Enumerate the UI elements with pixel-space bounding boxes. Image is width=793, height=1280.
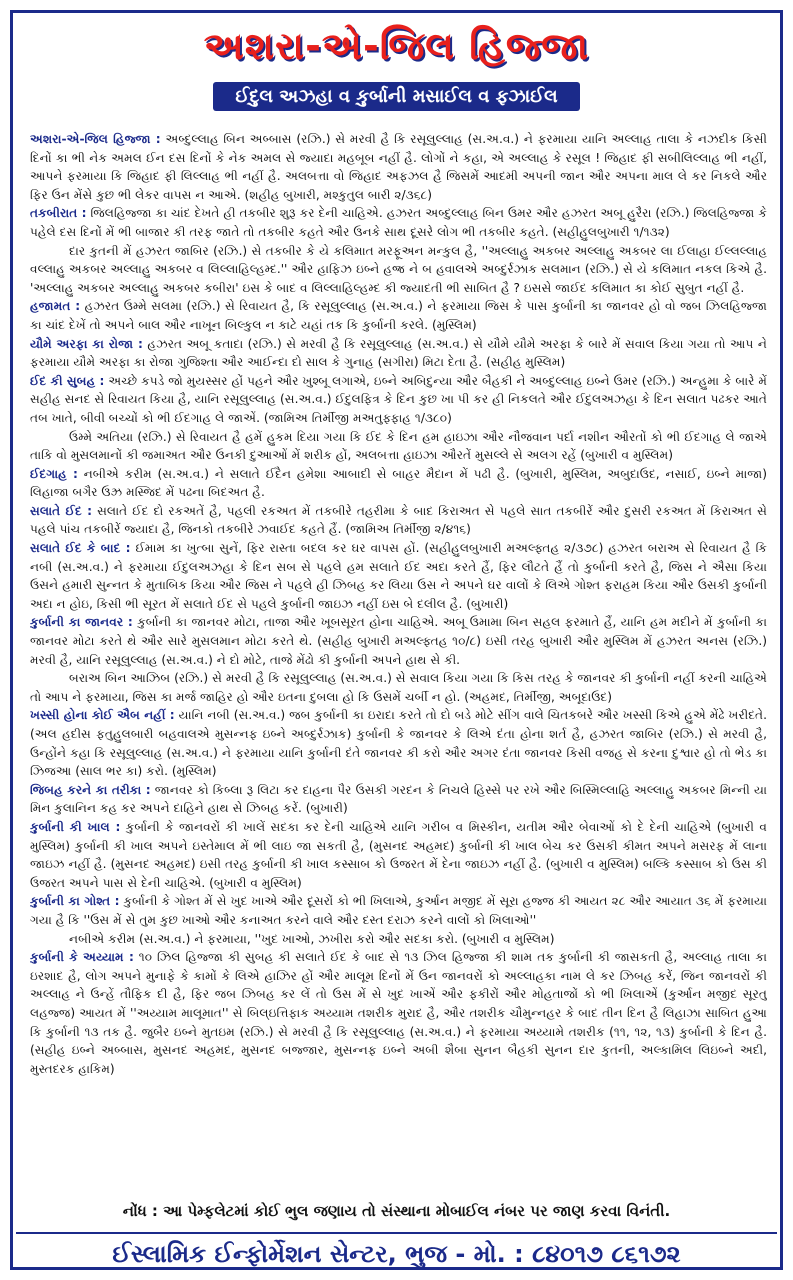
article-body (30, 130, 767, 1160)
section-text: જિલહિજ્જા કા ચાંદ દેખતે હી તકબીર શુરૂ કર દેની ચાહિએ. હઝરત અબ્દુલ્લાહ બિન ઉમર ઔર હઝરત અબૂ હુરૈરા (રઝિ.) જિલહિજ્જા કે પહેલે દસ દિનોં મેં ભી બાજાર કી તરફ જાતે તો તકબીર કહતે ઔર ઉનકે સાથ દૂસરે લોગ ભી તકબીર કહતે. (સહીહુલબુખારી ૧/૧૩૨) (30, 206, 767, 239)
section-paragraph (30, 130, 767, 204)
section-text: ઉમ્મે અતિયા (રઝિ.) સે રિવાયત હૈ હમેં હુકમ દિયા ગયા કિ ઈદ કે દિન હમ હાઇઝા ઔર નૌજવાન પર્દા નશીન ઔરતોં કો ભી ઈદગાહ લે જાએ તાકિ વો મુસલમાનોં કી જમાઅત ઔર ઉનકી દુઆઓં મેં શરીક હોં, અલબત્તા હાઇઝા ઔરતેં મુસલ્લે સે અલગ રહેં (બુખારી વ મુસ્લિમ) (30, 429, 767, 463)
section-paragraph (30, 502, 767, 539)
section-text: યાનિ નબી (સ.અ.વ.) જબ કુર્બાની કા ઇરાદા કરતે તો દો બડે મોટે સીંગ વાલે ચિતકબરે ઔર ખસ્સી કિએ હુએ મેંઢે ખરીદતે. (અલ હદીસ ફતુહુલબારી બહવાલએ મુસન્નફ ઇબ્ને અબ્દુર્રઝાક) કુર્બાની કે જાનવર કે લિએ દંતા હોના શર્ત હૈ, હઝરત જાબિર (રઝિ.) સે મરવી હૈ, ઉન્હોંને કહા કિ રસૂલુલ્લાહ (સ.અ.વ.) ને ફરમાયા યાનિ કુર્બાની દંતે જાનવર કી કરો ઔર અગર દંતા જાનવર કિસી વજહ સે કરના દુશ્વાર હો તો ભેડ કા ઝિજઆ (સાલ ભર કા) કરો. (મુસ્લિમ) (30, 708, 767, 779)
section-text: ૧૦ ઝિલ હિજ્જા કી સુબહ કી સલાતે ઈદ કે બાદ સે ૧૩ ઝિલ હિજ્જા કી શામ તક કુર્બાની કી જાસકતી હૈ, અલ્લાહ તાલા કા ઇરશાદ હૈ, લોગ અપને મુનાફે કે કામોં કે લિએ હાઝિર હોં ઔર માલૂમ દિનોં મેં ઉન જાનવરોં કો અલ્લાહકા નામ લે કર ઝિબહ કરેં, જિન જાનવરોં કી અલ્લાહ ને ઉન્હેં તૌફિક દી હૈ, ફિર જબ ઝિબહ કર લેં તો ઉસ મેં સે ખુદ ખાએં ઔર ફકીરોં ઔર મોહતાજોં કો ભી ખિલાએં (કુર્આન મજીદ સૂરતુ લહજ્જ) આયત મેં ''અય્યામ માલૂમાત'' સે બિલ્ઇત્તિફાક અય્યામ તશરીક મુરાદ હૈ, ઔર તશરીક ચૌમુન્નહર કે બાદ તીન દિન હૈ લિહાઝા સાબિત હુઆ કિ કુર્બાની ૧૩ તક હૈ. જુબૈર ઇબ્ને મુતઇમ (રઝિ.) સે મરવી હૈ કિ રસૂલુલ્લાહ (સ.અ.વ.) ને ફરમાયા અય્યામે તશરીક (૧૧, ૧૨, ૧૩) કુર્બાની કે દિન હૈ. (સહીહ ઇબ્ને અબ્બાસ, મુસનદ અહમદ, મુસનદ બજ્જાર, મુસન્નફ ઇબ્ને અબી શૈબા સુનન બૈહકી સુનન દાર કુતની, અલ્કામિલ લિઇબ્ને અદી, મુસ્તદરક હાકિમ) (30, 950, 767, 1076)
section-heading: યૌમે અરફા કા રોજા : (30, 336, 143, 351)
section-text: સલાતે ઈદ દો રકઅતેં હૈ, પહલી રકઅત મેં તકબીરે તહરીમા કે બાદ કિરાઅત સે પહલે સાત તકબીરેં ઔર દુસરી રકઅત મેં કિરાઅત સે પહલે પાંચ તકબીરેં જ્યાદા હૈ, જિનકો તકબીરે ઝવાઈદ કહતે હૈં. (જામિઅ તિર્મીજી ૨/૪૧૬) (30, 503, 767, 537)
section-heading: હજામત : (30, 299, 81, 314)
section-heading: તકબીરાત : (30, 206, 87, 221)
disclaimer-note: નોંધ : આ પેમ્ફલેટમાં કોઈ ભુલ જણાય તો સંસ્થાના મોબાઈલ નંબર પર જાણ કરવા વિનંતી. (122, 1202, 671, 1220)
section-text: અબ્દુલ્લાહ બિન અબ્બાસ (રઝિ.) સે મરવી હૈ કિ રસૂલુલ્લાહ (સ.અ.વ.) ને ફરમાયા યાનિ અલ્લાહ તાલા કે નઝદીક કિસી દિનોં કા ભી નેક અમલ ઈન દસ દિનોં કે નેક અમલ સે જ્યાદા મહબૂબ નહીં હૈ. લોગોં ને કહા, એ અલ્લાહ કે રસૂલ ! જિહાદ ફી સબીલિલ્લાહ ભી નહીં, આપને ફરમાયા કિ જિહાદ ફી લિલ્લાહ ભી નહીં હૈ. અલબત્તા વો જિહાદ અફઝલ હૈ જિસમેં આદમી અપની જાન ઔર અપના માલ લે કર નિકલે ઔર ફિર ઉન મેંસે કુછ ભી લેકર વાપસ ન આએ. (શહીહ બુખારી, મશ્કુતુલ બારી ૨/૩૬૮) (30, 132, 767, 202)
section-heading: ઈદગાહ : (30, 466, 78, 481)
section-heading: ખસ્સી હોના કોઈ ઐબ નહીં : (30, 708, 175, 723)
section-paragraph (30, 428, 767, 465)
section-heading: કુર્બાની કા ગોશ્ત : (30, 894, 120, 909)
section-text: જાનવર કો કિબ્લા રૂ લિટા કર દાહના પૈર ઉસકી ગરદન કે નિચલે હિસ્સે પર રખે ઔર બિસ્મિલ્લાહિ અલ્લાહુ અકબર મિન્ની યા મિન કુલાનિન કહ કર અપને દાહિને હાથ સે ઝિબહ કરેં. (બુખારી) (30, 782, 767, 816)
section-text: અચ્છે કપડે જો મુયસ્સર હોં પહને ઔર ખુશ્બૂ લગાએ, ઇબ્ને અબિદુન્યા ઔર બૈહકી ને અબ્દુલ્લાહ ઇબ્ને ઉમર (રઝિ.) અન્હુમા કે બારે મેં સહીહ સનદ સે રિવાયત કિયા હૈ, યાનિ રસૂલુલ્લાહ (સ.અ.વ.) ઈદુલફિત્ર કે દિન કુછ ખા પી કર હી નિકલતે ઔર ઈદુલઅઝહા કે દિન સલાત પઢકર આતે તબ ખાતે, બીવી બચ્ચોં કો ભી ઈદગાહ લે જાએં. (જામિઅ તિર્મીજી મઅતુફ્ફાહ ૧/૩૮૦) (30, 373, 767, 425)
section-heading: કુર્બાની કા જાનવર : (30, 615, 133, 630)
subtitle-banner (6, 82, 787, 111)
section-text: કુર્બાની કે જાનવરોં કી ખાલેં સદકા કર દેની ચાહિએ યાનિ ગરીબ વ મિસ્કીન, યતીમ ઔર બેવાઓં કો દે દેની ચાહિએ (બુખારી વ મુસ્લિમ) કુર્બાની કી ખાલ અપને ઇસ્તેમાલ મેં ભી લાઇ જા સકતી હૈ, (મુસનદ અહમદ) કુર્બાની કી ખાલ બેચ કર ઉસકી કીમત અપને મસરફ મેં લાના જાઇઝ નહીં હૈ. (મુસનદ અહમદ) ઇસી તરહ કુર્બાની કી ખાલ કસ્સાબ કો ઉજરત મેં દેના જાઇઝ નહીં હૈ. (બુખારી વ મુસ્લિમ) બલ્કિ કસ્સાબ કો ઉસ કી ઉજરત અપને પાસ સે દેની ચાહિએ. (બુખારી વ મુસ્લિમ) (30, 819, 767, 890)
section-paragraph (30, 242, 767, 298)
section-paragraph (30, 706, 767, 780)
section-paragraph (30, 948, 767, 1078)
section-heading: કુર્બાની કી ખાલ : (30, 819, 121, 834)
section-heading: ઈદ કી સુબહ : (30, 373, 105, 388)
section-text: બરાઅ બિન આઝિબ (રઝિ.) સે મરવી હૈ કિ રસૂલુલ્લાહ (સ.અ.વ.) સે સવાલ કિયા ગયા કિ કિસ તરહ કે જાનવર કી કુર્બાની નહીં કરની ચાહિએ તો આપ ને ફરમાયા, જિસ કા મર્જ જાહિર હો ઔર ઇતના દુબલા હો કિ ઉસમેં ચર્બી ન હો. (અહમદ, તિર્મીજી, અબૂદાઉદ) (30, 671, 767, 704)
section-heading: કુર્બાની કે અય્યામ : (30, 950, 134, 965)
page-subtitle: ઈદુલ અઝહા વ કુર્બાની મસાઈલ વ ફઝાઈલ (213, 82, 579, 111)
section-text: નબીએ કરીમ (સ.અ.વ.) ને ફરમાયા, ''ખુદ ખાઓ, ઝખીરા કરો ઔર સદકા કરો. (બુખારી વ મુસ્લિમ) (69, 931, 555, 946)
section-text: નબીએ કરીમ (સ.અ.વ.) ને સલાતે ઈદૈન હમેશા આબાદી સે બાહર મૈદાન મેં પઢી હૈ. (બુખારી, મુસ્લિમ, અબુદાઉદ, નસાઈ, ઇબ્ને માજા) લિહાજા બગૈર ઉઝ્ર મસ્જિદ મેં પઢના બિદઅત હૈ. (30, 466, 767, 500)
section-paragraph (30, 892, 767, 929)
section-paragraph (30, 372, 767, 428)
section-heading: અશરા-એ-જિલ હિજ્જા : (30, 132, 161, 146)
section-paragraph (30, 930, 767, 949)
section-text: ઈમામ કા ખુત્બા સુનેં, ફિર રાસ્તા બદલ કર ઘર વાપસ હોં. (સહીહુલબુખારી મઅલ્ફ્તહ ૨/૩૭૮) હઝરત બરાઅ સે રિવાયત હૈ કિ નબી (સ.અ.વ.) ને ફરમાયા ઈદુલઅઝહા કે દિન સબ સે પહલે હમ સલાતે ઈદ અદા કરતે હૈં, ફિર લૌટતે હૈં તો કુર્બાની કરતે હૈ, જિસ ને ઐસા કિયા ઉસને હમારી સુન્નત કે મુતાબિક કિયા ઔર જિસ ને પહલે હી ઝિબહ કર લિયા ઉસ ને અપને ઘર વાલોં કે લિએ ગોશ્ત ફરાહમ કિયા ઔર ઉસકી કુર્બાની અદા ન હોઇ, કિસી ભી સૂરત મેં સલાતે ઈદ સે પહલે કુર્બાની જાઇઝ નહીં ઇસ બે દલીલ હૈ. (બુખારી) (30, 541, 767, 611)
section-paragraph (30, 669, 767, 706)
section-paragraph (30, 465, 767, 502)
section-text: દાર કુતની મેં હઝરત જાબિર (રઝિ.) સે તકબીર કે યે કલિમાત મરફૂઅન મન્કુલ હૈ, ''અલ્લાહુ અકબર અલ્લાહુ અકબર લા ઈલાહા ઈલ્લલ્લાહ વલ્લાહુ અકબર અલ્લાહુ અકબર વ લિલ્લાહિલ્હમ્દ.'' ઔર હાફિઝ ઇબ્ને હજ્ર ને બ હવાલએ અબ્દુર્રઝાક સલમાન (રઝિ.) સે યે કલિમાત નકલ કિએ હૈ. 'અલ્લાહુ અકબર અલ્લાહુ અકબર કબીરા' ઇસ કે બાદ વ લિલ્લાહિલ્હમ્દ કી જ્યાદતી ભી સાબિત હૈ ? ઇસસે જાઈદ કલિમાત કા કોઈ સુબુત નહીં હૈ. (30, 243, 767, 295)
section-paragraph (30, 335, 767, 372)
section-paragraph (30, 204, 767, 241)
section-text: હઝરત અબૂ કતાદા (રઝિ.) સે મરવી હૈ કિ રસૂલુલ્લાહ (સ.અ.વ.) સે યૌમે યૌમે અરફા કે બારે મેં સવાલ કિયા ગયા તો આપ ને ફરમાયા યૌમે અરફા કા રોજા ગુજિશ્તા ઔર આઈન્દા દો સાલ કે ગુનાહ (સગીરા) મિટા દેતા હૈ. (સહીહ મુસ્લિમ) (30, 336, 767, 370)
section-text: હઝરત ઉમ્મે સલમા (રઝિ.) સે રિવાયત હૈ, કિ રસૂલુલ્લાહ (સ.અ.વ.) ને ફરમાયા જિસ કે પાસ કુર્બાની કા જાનવર હો વો જબ ઝિલહિજ્જા કા ચાંદ દેખેં તો અપને બાલ ઔર નાખૂન બિલ્કુલ ન કાટે યહાં તક કિ કુર્બાની કરલે. (મુસ્લિમ) (30, 299, 767, 332)
section-heading: સલાતે ઈદ કે બાદ : (30, 541, 131, 556)
section-paragraph (30, 818, 767, 892)
section-text: કુર્બાની કા જાનવર મોટા, તાજા ઔર ખૂબસૂરત હોના ચાહિએ. અબૂ ઉમામા બિન સહલ ફરમાતે હૈં, યાનિ હમ મદીને મેં કુર્બાની કા જાનવર મોટા કરતે થે ઔર સારે મુસલમાન મોટા કરતે થે. (સહીહ બુખારી મઅલ્ફ્તહ ૧૦/૮) ઇસી તરહ બુખારી ઔર મુસ્લિમ મેં હઝરત અનસ (રઝિ.) મરવી હૈ, યાનિ રસૂલુલ્લાહ (સ.અ.વ.) ને દો મોટે, તાજે મેંઢો કી કુર્બાની અપને હાથ સે કી. (30, 615, 767, 667)
section-paragraph (30, 297, 767, 334)
section-paragraph (30, 781, 767, 818)
footer-contact: ઈસ્લામિક ઈન્ફોર્મેશન સેન્ટર, ભુજ - મો. : ૮૪૦૧૭ ૮૬૧૭૨ (16, 1232, 777, 1274)
page-title: અશરા-એ-જિલ હિજ્જા (203, 24, 590, 68)
section-heading: જિબહ કરને કા તરીકા : (30, 782, 151, 797)
section-text: કુર્બાની કે ગોશ્ત મેં સે ખુદ ખાએ ઔર દૂસરોં કો ભી ખિલાએ, કુર્આન મજીદ મેં સૂરા હજ્જ કી આયત ૨૮ ઔર આયાત ૩૬ મેં ફરમાયા ગયા હૈ કિ ''ઉસ મેં સે તુમ કુછ ખાઓ ઔર કનાઅત કરને વાલે ઔર દસ્ત દરાઝ કરને વાલોં કો ખિલાઓ'' (30, 894, 767, 927)
section-paragraph (30, 539, 767, 613)
section-heading: સલાતે ઈદ : (30, 503, 93, 518)
section-paragraph (30, 613, 767, 669)
